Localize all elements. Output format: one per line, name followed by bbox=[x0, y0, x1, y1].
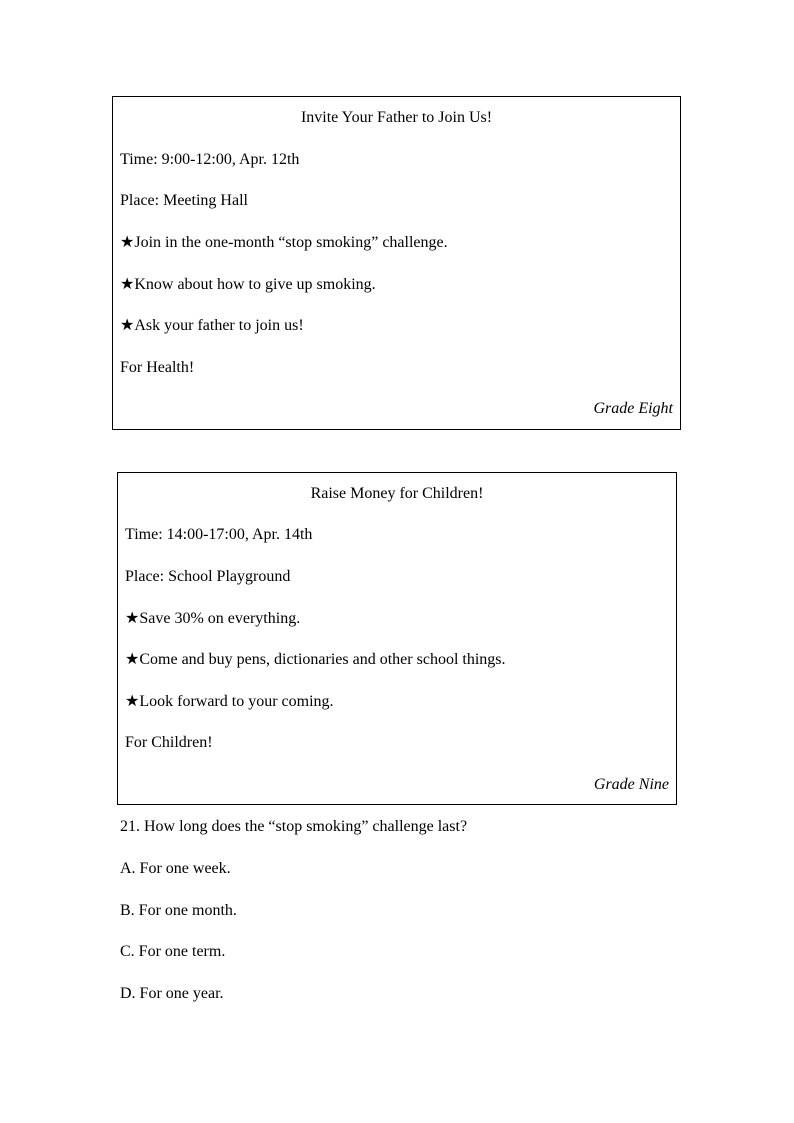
notice-signature: Grade Eight bbox=[593, 400, 673, 417]
notice-item: ★Come and buy pens, dictionaries and other school things. bbox=[125, 651, 506, 668]
notice-slogan: For Health! bbox=[120, 359, 195, 376]
answer-option-a: A. For one week. bbox=[120, 860, 231, 877]
notice-title: Raise Money for Children! bbox=[310, 485, 484, 502]
notice-title: Invite Your Father to Join Us! bbox=[300, 109, 493, 126]
notice-time: Time: 14:00-17:00, Apr. 14th bbox=[125, 526, 313, 543]
answer-option-c: C. For one term. bbox=[120, 943, 226, 960]
answer-option-d: D. For one year. bbox=[120, 985, 224, 1002]
notice-time: Time: 9:00-12:00, Apr. 12th bbox=[120, 151, 300, 168]
notice-raise-money bbox=[117, 472, 677, 805]
notice-place: Place: Meeting Hall bbox=[120, 192, 248, 209]
answer-option-b: B. For one month. bbox=[120, 902, 237, 919]
notice-item: ★Ask your father to join us! bbox=[120, 317, 304, 334]
question-stem: 21. How long does the “stop smoking” challenge last? bbox=[120, 818, 468, 835]
notice-place: Place: School Playground bbox=[125, 568, 291, 585]
notice-item: ★Save 30% on everything. bbox=[125, 610, 301, 627]
notice-signature: Grade Nine bbox=[593, 776, 669, 793]
notice-father-invitation bbox=[112, 96, 681, 430]
notice-item: ★Look forward to your coming. bbox=[125, 693, 334, 710]
notice-item: ★Join in the one-month “stop smoking” challenge. bbox=[120, 234, 448, 251]
notice-slogan: For Children! bbox=[125, 734, 213, 751]
notice-item: ★Know about how to give up smoking. bbox=[120, 276, 376, 293]
